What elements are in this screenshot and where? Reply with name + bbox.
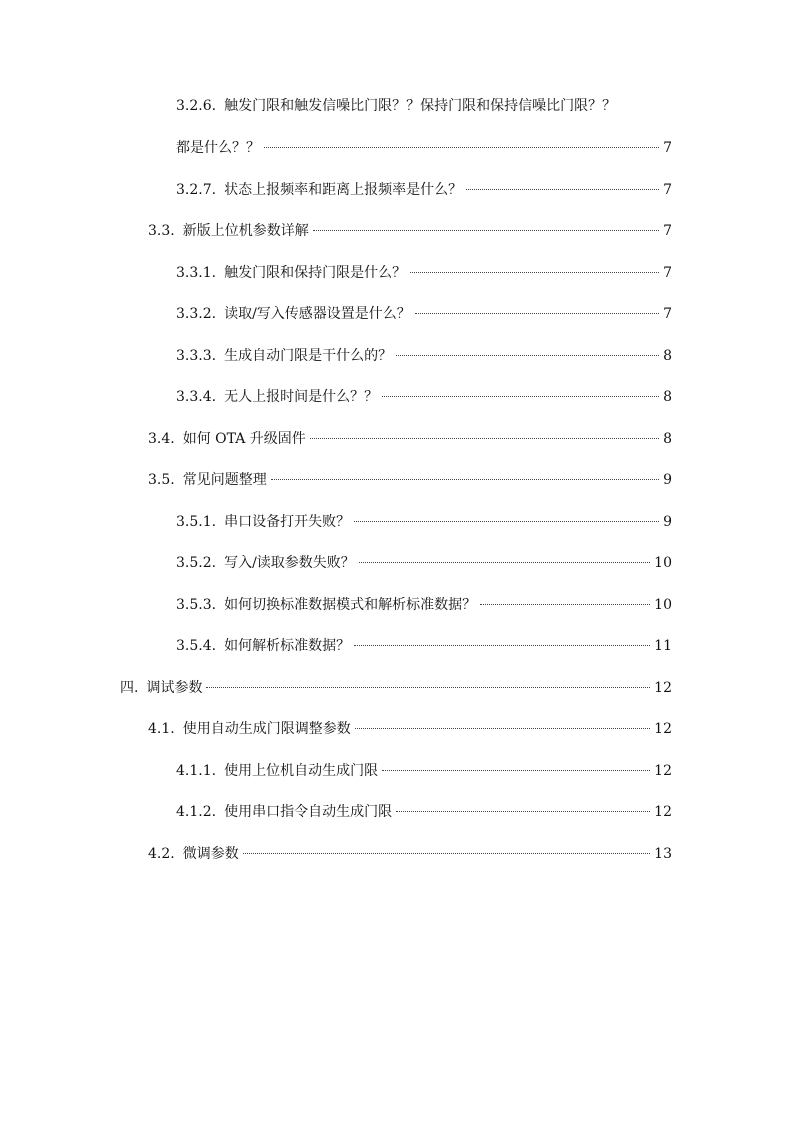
toc-entry-title: 常见问题整理 xyxy=(182,472,267,488)
toc-page-number: 12 xyxy=(654,680,672,696)
toc-leader-dots xyxy=(355,728,650,729)
toc-leader-dots xyxy=(382,396,659,397)
toc-page-number: 12 xyxy=(654,804,672,820)
toc-entry-3-5-3[interactable] xyxy=(176,595,672,615)
toc-leader-dots xyxy=(480,604,650,605)
toc-page-number: 7 xyxy=(663,140,672,156)
toc-entry-title: 使用自动生成门限调整参数 xyxy=(182,721,351,737)
toc-entry-4-1[interactable] xyxy=(148,719,672,739)
toc-entry-title: 无人上报时间是什么？？ xyxy=(224,389,379,405)
toc-entry-title: 使用上位机自动生成门限 xyxy=(224,763,379,779)
toc-entry-number: 4.1.2. xyxy=(176,804,217,820)
toc-leader-dots xyxy=(396,355,659,356)
toc-entry-title: 串口设备打开失败？ xyxy=(224,514,351,530)
toc-entry-number: 3.2.7. xyxy=(176,182,217,198)
toc-leader-dots xyxy=(271,479,659,480)
toc-entry-number: 3.2.6. xyxy=(176,98,217,114)
toc-entry-title: 写入/读取参数失败？ xyxy=(224,555,355,571)
toc-entry-number: 3.5.2. xyxy=(176,555,217,571)
toc-leader-dots xyxy=(310,438,659,439)
toc-entry-3-5[interactable] xyxy=(148,470,672,490)
toc-entry-number: 3.5.3. xyxy=(176,597,217,613)
toc-entry-3-3-4[interactable] xyxy=(176,387,672,407)
toc-entry-number: 3.3. xyxy=(148,223,175,239)
toc-entry-title-continued: 都是什么？？ xyxy=(176,140,260,156)
toc-entry-number: 3.3.2. xyxy=(176,306,217,322)
toc-entry-title: 使用串口指令自动生成门限 xyxy=(224,804,393,820)
toc-entry-title: 状态上报频率和距离上报频率是什么？ xyxy=(224,182,463,198)
toc-page-number: 13 xyxy=(654,846,672,862)
toc-entry-number: 四. xyxy=(120,680,139,696)
toc-entry-title: 调试参数 xyxy=(146,680,203,696)
toc-entry-title: 如何切换标准数据模式和解析标准数据？ xyxy=(224,597,477,613)
toc-entry-title: 微调参数 xyxy=(182,846,239,862)
toc-entry-3-3-1[interactable] xyxy=(176,263,672,283)
toc-entry-title: 新版上位机参数详解 xyxy=(182,223,309,239)
toc-entry-title: 触发门限和保持门限是什么？ xyxy=(224,265,407,281)
toc-entry-3-3[interactable] xyxy=(148,221,672,241)
toc-page-number: 11 xyxy=(654,638,672,654)
toc-entry-title: 读取/写入传感器设置是什么？ xyxy=(224,306,411,322)
toc-page-number: 7 xyxy=(663,223,672,239)
toc-entry-number: 3.4. xyxy=(148,431,175,447)
toc-leader-dots xyxy=(415,313,659,314)
toc-entry-number: 3.3.3. xyxy=(176,348,217,364)
toc-entry-4-1-1[interactable] xyxy=(176,761,672,781)
toc-entry-number: 3.5.4. xyxy=(176,638,217,654)
toc-entry-3-5-4[interactable] xyxy=(176,636,672,656)
toc-leader-dots xyxy=(264,147,659,148)
toc-page-number: 12 xyxy=(654,763,672,779)
toc-leader-dots xyxy=(354,521,659,522)
toc-entry-3-4[interactable] xyxy=(148,429,672,449)
toc-entry-number: 4.1.1. xyxy=(176,763,217,779)
toc-entry-number: 3.3.1. xyxy=(176,265,217,281)
toc-entry-number: 3.5.1. xyxy=(176,514,217,530)
toc-leader-dots xyxy=(410,272,659,273)
toc-leader-dots xyxy=(206,687,650,688)
toc-page-number: 10 xyxy=(654,597,672,613)
toc-page-number: 7 xyxy=(663,265,672,281)
toc-entry-number: 4.1. xyxy=(148,721,175,737)
toc-leader-dots xyxy=(466,189,659,190)
toc-leader-dots xyxy=(313,230,659,231)
toc-leader-dots xyxy=(354,645,650,646)
toc-page-number: 8 xyxy=(663,431,672,447)
toc-entry-3-2-7[interactable] xyxy=(176,180,672,200)
toc-entry-3-3-2[interactable] xyxy=(176,304,672,324)
toc-page-number: 12 xyxy=(654,721,672,737)
toc-entry-number: 4.2. xyxy=(148,846,175,862)
toc-entry-3-3-3[interactable] xyxy=(176,346,672,366)
toc-page-number: 7 xyxy=(663,306,672,322)
toc-entry-4[interactable] xyxy=(120,678,672,698)
toc-entry-number: 3.5. xyxy=(148,472,175,488)
toc-entry-title: 触发门限和触发信噪比门限？？保持门限和保持信噪比门限？？ xyxy=(224,98,617,114)
toc-entry-title: 生成自动门限是干什么的？ xyxy=(224,348,393,364)
toc-entry-4-2[interactable] xyxy=(148,844,672,864)
toc-page-number: 7 xyxy=(663,182,672,198)
toc-entry-3-5-2[interactable] xyxy=(176,553,672,573)
toc-entry-4-1-2[interactable] xyxy=(176,802,672,822)
toc-entry-3-2-6-line1[interactable] xyxy=(176,96,616,116)
toc-entry-3-2-6-line2[interactable] xyxy=(176,138,672,158)
toc-page-number: 9 xyxy=(663,472,672,488)
toc-entry-title: 如何解析标准数据？ xyxy=(224,638,351,654)
toc-leader-dots xyxy=(382,770,650,771)
toc-page-number: 8 xyxy=(663,348,672,364)
toc-leader-dots xyxy=(359,562,650,563)
toc-entry-number: 3.3.4. xyxy=(176,389,217,405)
toc-entry-3-5-1[interactable] xyxy=(176,512,672,532)
toc-entry-title: 如何 OTA 升级固件 xyxy=(182,431,306,447)
toc-page-number: 10 xyxy=(654,555,672,571)
toc-page-number: 9 xyxy=(663,514,672,530)
toc-leader-dots xyxy=(396,811,650,812)
toc-leader-dots xyxy=(243,853,650,854)
toc-page-number: 8 xyxy=(663,389,672,405)
